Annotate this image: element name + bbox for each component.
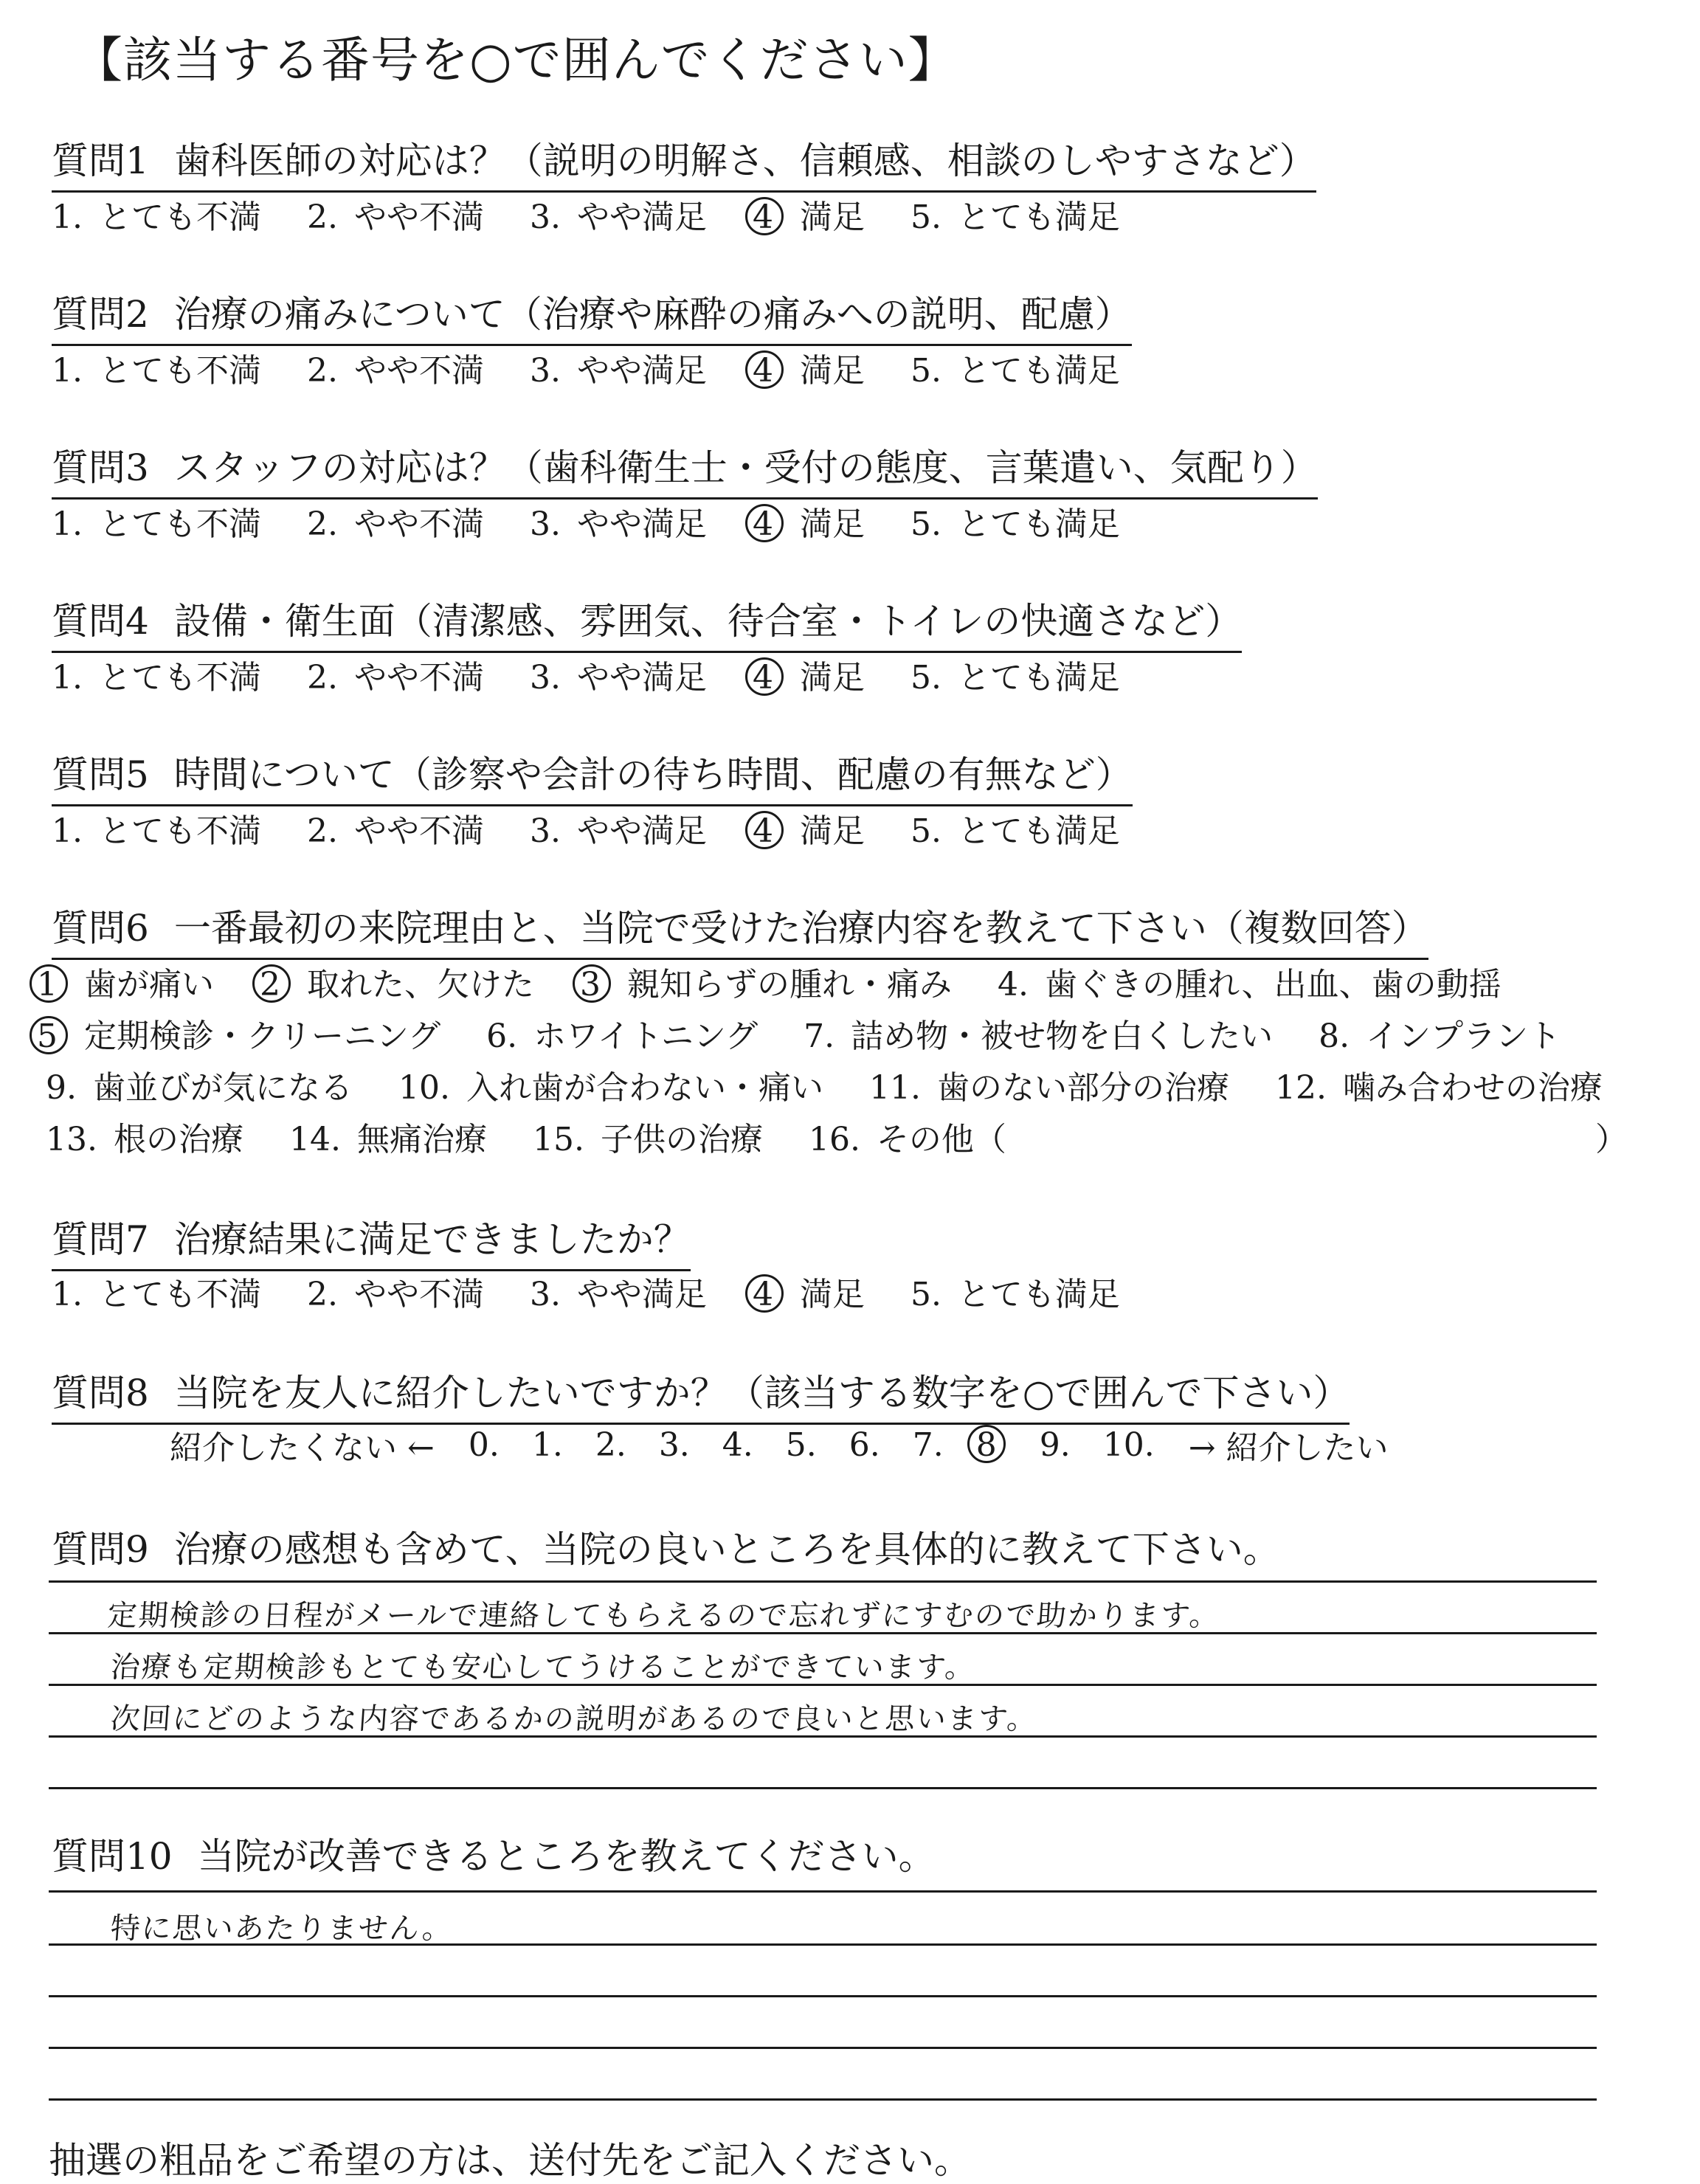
question-5-heading	[52, 745, 1133, 806]
question-text: 当院が改善できるところを教えてください。	[197, 1835, 936, 1878]
option-2[interactable]: 2. やや不満	[306, 812, 484, 850]
question-text: 当院を友人に紹介したいですか？（該当する数字を○で囲んで下さい）	[173, 1372, 1350, 1414]
reason-option-10[interactable]: 10. 入れ歯が合わない・痛い	[398, 1069, 823, 1107]
option-1[interactable]: 1. とても不満	[52, 352, 261, 390]
question-1-options	[52, 190, 1166, 238]
answer-line	[49, 1735, 1597, 1738]
recommend-scale	[152, 1421, 1406, 1468]
scale-value-10[interactable]: 10.	[1102, 1426, 1155, 1464]
reason-option-8[interactable]: 8. インプラント	[1319, 1017, 1561, 1055]
question-4-heading	[52, 592, 1242, 653]
question-3-options	[52, 497, 1166, 545]
reason-option-3-selected[interactable]: 3 親知らずの腫れ・痛み	[580, 966, 952, 1003]
reason-option-13[interactable]: 13. 根の治療	[46, 1121, 243, 1158]
answer-line	[49, 1580, 1597, 1583]
question-7-heading	[52, 1210, 691, 1271]
option-5[interactable]: 5. とても満足	[910, 659, 1120, 697]
question-6-options-row-2	[37, 1009, 1606, 1057]
option-2[interactable]: 2. やや不満	[306, 352, 484, 390]
reason-option-7[interactable]: 7. 詰め物・被せ物を白くしたい	[804, 1017, 1274, 1055]
question-7-options	[52, 1268, 1166, 1315]
reason-option-5-selected[interactable]: 5 定期検診・クリーニング	[37, 1017, 441, 1055]
question-text: 設備・衛生面（清潔感、雰囲気、待合室・トイレの快適さなど）	[173, 600, 1243, 643]
handwritten-answer-line-1[interactable]: 定期検診の日程がメールで連絡してもらえるので忘れずにすむので助かります。	[106, 1599, 1222, 1633]
scale-value-6[interactable]: 6.	[849, 1426, 880, 1464]
handwritten-answer-line-2[interactable]: 治療も定期検診もとても安心してうけることができています。	[109, 1651, 978, 1684]
answer-line	[49, 1632, 1597, 1634]
option-2[interactable]: 2. やや不満	[306, 659, 484, 697]
scale-value-2[interactable]: 2.	[595, 1426, 626, 1464]
footer-note: 抽選の粗品をご希望の方は、送付先をご記入ください。	[49, 2139, 971, 2182]
question-2-heading	[52, 285, 1132, 346]
question-9-heading	[52, 1520, 1280, 1579]
question-text: 時間について（診察や会計の待ち時間、配慮の有無など）	[173, 753, 1133, 796]
question-4-options	[52, 651, 1166, 698]
scale-value-1[interactable]: 1.	[531, 1426, 563, 1464]
scale-value-3[interactable]: 3.	[658, 1426, 690, 1464]
reason-option-15[interactable]: 15. 子供の治療	[532, 1121, 763, 1158]
reason-option-14[interactable]: 14. 無痛治療	[288, 1121, 487, 1158]
option-5[interactable]: 5. とても満足	[910, 812, 1120, 850]
option-1[interactable]: 1. とても不満	[52, 198, 261, 236]
question-6-options-row-4	[46, 1113, 1052, 1160]
option-3[interactable]: 3. やや満足	[529, 352, 707, 390]
option-1[interactable]: 1. とても不満	[52, 812, 261, 850]
reason-option-9[interactable]: 9. 歯並びが気になる	[46, 1069, 353, 1107]
option-4-selected[interactable]: 4 満足	[752, 1276, 865, 1313]
option-2[interactable]: 2. やや不満	[306, 198, 484, 236]
question-6-options-row-1	[37, 958, 1547, 1005]
reason-option-6[interactable]: 6. ホワイトニング	[486, 1017, 759, 1055]
option-2[interactable]: 2. やや不満	[306, 505, 484, 543]
option-4-selected[interactable]: 4 満足	[752, 659, 865, 697]
option-3[interactable]: 3. やや満足	[529, 198, 707, 236]
question-1-heading	[52, 131, 1316, 193]
handwritten-answer-line-3[interactable]: 次回にどのような内容であるかの説明があるので良いと思います。	[109, 1702, 1040, 1736]
question-text: 治療の感想も含めて、当院の良いところを具体的に教えて下さい。	[173, 1528, 1280, 1571]
option-4-selected[interactable]: 4 満足	[752, 812, 865, 850]
reason-option-4[interactable]: 4. 歯ぐきの腫れ、出血、歯の動揺	[998, 966, 1502, 1003]
reason-option-16[interactable]: 16. その他（	[808, 1121, 1006, 1158]
scale-low-label: 紹介したくない ←	[170, 1429, 435, 1467]
scale-value-4[interactable]: 4.	[722, 1426, 753, 1464]
question-number: 質問4	[52, 600, 149, 643]
scale-value-9[interactable]: 9.	[1039, 1426, 1071, 1464]
other-close-paren: ）	[1595, 1121, 1628, 1158]
question-number: 質問10	[52, 1835, 173, 1878]
question-number: 質問8	[52, 1372, 149, 1414]
option-4-selected[interactable]: 4 満足	[752, 352, 865, 390]
question-text: 治療の痛みについて（治療や麻酔の痛みへの説明、配慮）	[173, 293, 1132, 336]
option-4-selected[interactable]: 4 満足	[752, 198, 865, 236]
question-6-options-row-3	[46, 1061, 1648, 1108]
reason-option-12[interactable]: 12. 噛み合わせの治療	[1274, 1069, 1603, 1107]
option-5[interactable]: 5. とても満足	[910, 1276, 1120, 1313]
scale-value-5[interactable]: 5.	[785, 1426, 817, 1464]
scale-value-7[interactable]: 7.	[912, 1426, 944, 1464]
reason-option-11[interactable]: 11. 歯のない部分の治療	[868, 1069, 1229, 1107]
option-1[interactable]: 1. とても不満	[52, 659, 261, 697]
question-3-heading	[52, 438, 1318, 500]
question-number: 質問7	[52, 1218, 149, 1261]
page-title: 【該当する番号を○で囲んでください】	[74, 32, 958, 89]
option-3[interactable]: 3. やや満足	[529, 505, 707, 543]
handwritten-answer-line-1[interactable]: 特に思いあたりません。	[109, 1912, 455, 1946]
question-text: 歯科医師の対応は？（説明の明解さ、信頼感、相談のしやすさなど）	[173, 139, 1316, 182]
option-3[interactable]: 3. やや満足	[529, 1276, 707, 1313]
question-text: 一番最初の来院理由と、当院で受けた治療内容を教えて下さい（複数回答）	[173, 907, 1428, 950]
question-5-options	[52, 804, 1166, 851]
question-text: 治療結果に満足できましたか？	[173, 1218, 691, 1261]
question-text: スタッフの対応は？（歯科衛生士・受付の態度、言葉遣い、気配り）	[173, 446, 1318, 489]
option-2[interactable]: 2. やや不満	[306, 1276, 484, 1313]
question-number: 質問6	[52, 907, 149, 950]
answer-line	[49, 1943, 1597, 1946]
question-2-options	[52, 344, 1166, 391]
option-3[interactable]: 3. やや満足	[529, 659, 707, 697]
option-4-selected[interactable]: 4 満足	[752, 505, 865, 543]
option-5[interactable]: 5. とても満足	[910, 352, 1120, 390]
question-10-heading	[52, 1827, 936, 1886]
option-3[interactable]: 3. やや満足	[529, 812, 707, 850]
reason-option-2-selected[interactable]: 2 取れた、欠けた	[260, 966, 534, 1003]
answer-line	[49, 1890, 1597, 1893]
option-1[interactable]: 1. とても不満	[52, 1276, 261, 1313]
option-5[interactable]: 5. とても満足	[910, 505, 1120, 543]
reason-option-1-selected[interactable]: 1 歯が痛い	[37, 966, 214, 1003]
scale-value-0[interactable]: 0.	[468, 1426, 500, 1464]
option-5[interactable]: 5. とても満足	[910, 198, 1120, 236]
question-8-heading	[52, 1364, 1350, 1425]
answer-line	[49, 1787, 1597, 1789]
answer-line	[49, 1684, 1597, 1686]
question-number: 質問3	[52, 446, 149, 489]
question-number: 質問2	[52, 293, 149, 336]
answer-line	[49, 2098, 1597, 2101]
question-number: 質問9	[52, 1528, 149, 1571]
answer-line	[49, 1995, 1597, 1997]
question-number: 質問5	[52, 753, 149, 796]
scale-value-8-selected[interactable]: 8	[976, 1426, 1007, 1464]
question-number: 質問1	[52, 139, 149, 182]
option-1[interactable]: 1. とても不満	[52, 505, 261, 543]
question-6-heading	[52, 899, 1428, 960]
answer-line	[49, 2047, 1597, 2049]
scale-high-label: → 紹介したい	[1188, 1429, 1389, 1467]
